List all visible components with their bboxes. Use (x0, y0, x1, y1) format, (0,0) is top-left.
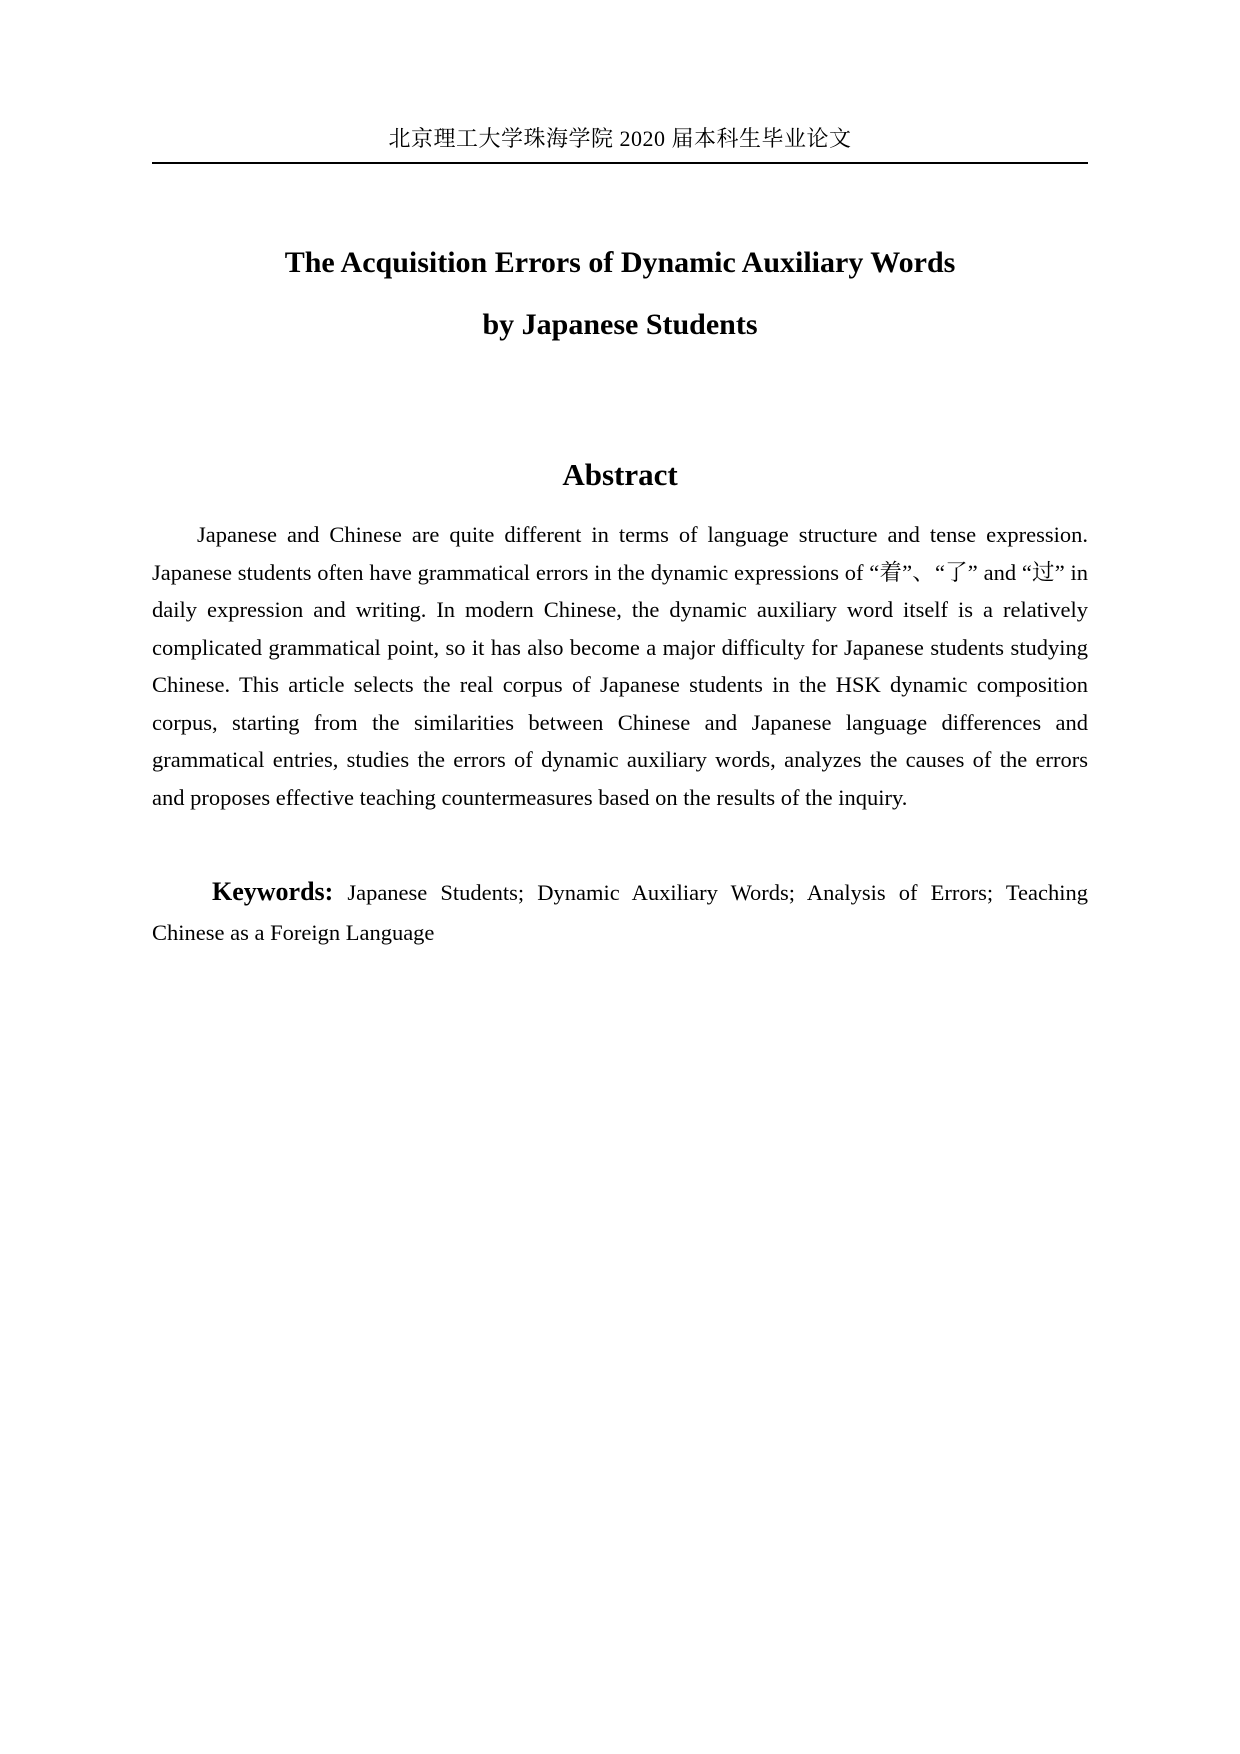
page-header (152, 0, 1088, 164)
keywords-label: Keywords: (212, 877, 334, 906)
abstract-heading: Abstract (562, 457, 678, 492)
thesis-title-line1: The Acquisition Errors of Dynamic Auxiliary Words (284, 246, 956, 279)
keywords-paragraph (152, 872, 1088, 953)
thesis-title-line2: by Japanese Students (482, 308, 758, 341)
header-title: 北京理工大学珠海学院 2020 届本科生毕业论文 (388, 126, 852, 151)
keywords-text: Japanese Students; Dynamic Auxiliary Words; Analysis of Errors; Teaching Chinese as a Foreign Language (152, 880, 1088, 945)
abstract-paragraph: Japanese and Chinese are quite different in terms of language structure and tense expression. Japanese students often have grammatical errors in the dynamic expressions of “着”、“了” and “过” in daily expression and writing. In modern Chinese, the dynamic auxiliary word itself is a relatively complicated grammatical point, so it has also become a major difficulty for Japanese students studying Chinese. This article selects the real corpus of Japanese students in the HSK dynamic composition corpus, starting from the similarities between Chinese and Japanese language differences and grammatical entries, studies the errors of dynamic auxiliary words, analyzes the causes of the errors and proposes effective teaching countermeasures based on the results of the inquiry. (152, 522, 1088, 810)
thesis-title (152, 232, 1088, 356)
